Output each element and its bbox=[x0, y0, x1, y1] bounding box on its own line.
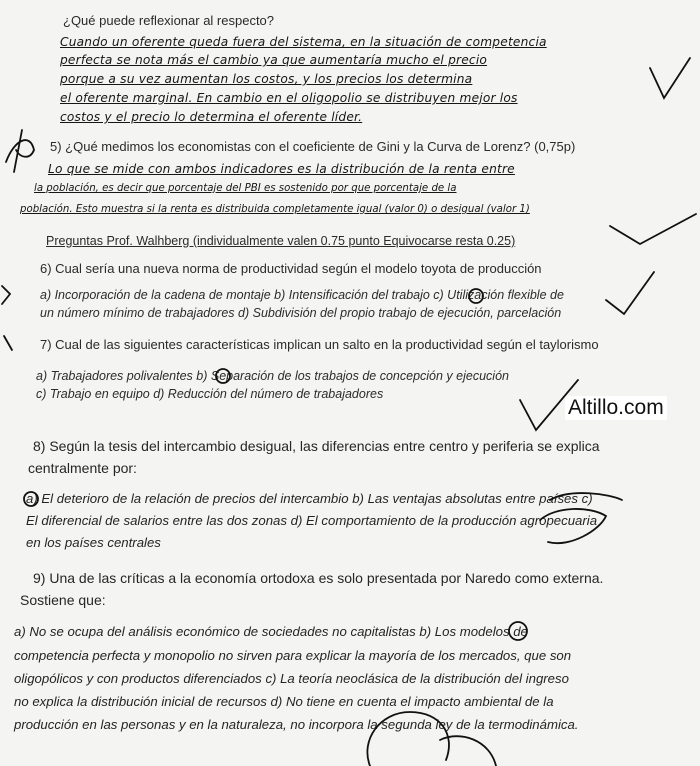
margin-scribble bbox=[6, 130, 34, 172]
q4-answer-line: porque a su vez aumentan los costos, y los precios los determina bbox=[60, 72, 473, 86]
q5-answer-line: la población, es decir que porcentaje del PBI es sostenido por que porcentaje de la bbox=[34, 183, 457, 194]
q8-option-line: a) El deterioro de la relación de precios del intercambio b) Las ventajas absolutas entre países c) bbox=[26, 491, 593, 506]
q8-option-line: en los países centrales bbox=[26, 535, 161, 550]
checkmark-icon bbox=[610, 214, 696, 244]
q5-prompt: 5) ¿Qué medimos los economistas con el coeficiente de Gini y la Curva de Lorenz? (0,75p) bbox=[50, 139, 576, 154]
margin-scribble bbox=[2, 286, 10, 304]
checkmark-icon bbox=[650, 58, 690, 98]
q9-prompt-line: 9) Una de las críticas a la economía ortodoxa es solo presentada por Naredo como externa. bbox=[33, 570, 604, 586]
q4-prompt: ¿Qué puede reflexionar al respecto? bbox=[63, 13, 275, 28]
watermark: Altillo.com bbox=[565, 396, 667, 420]
q5-answer-line: población. Esto muestra si la renta es distribuida completamente igual (valor 0) o desigual (valor 1) bbox=[20, 204, 530, 215]
q9-option-line: competencia perfecta y monopolio no sirven para explicar la mayoría de los mercados, que son bbox=[14, 648, 572, 663]
q5-answer-line: Lo que se mide con ambos indicadores es la distribución de la renta entre bbox=[48, 162, 515, 176]
q8-option-line: El diferencial de salarios entre las dos zonas d) El comportamiento de la producción agropecuaria bbox=[26, 513, 598, 528]
answer-circle-icon bbox=[509, 622, 527, 640]
q6-option-line: a) Incorporación de la cadena de montaje b) Intensificación del trabajo c) Utilización flexible de bbox=[40, 288, 564, 302]
q4-answer-line: el oferente marginal. En cambio en el oligopolio se distribuyen mejor los bbox=[60, 91, 518, 105]
q6-prompt: 6) Cual sería una nueva norma de productividad según el modelo toyota de producción bbox=[40, 261, 542, 276]
answer-circle-icon bbox=[216, 369, 230, 383]
q4-answer-line: Cuando un oferente queda fuera del sistema, en la situación de competencia bbox=[60, 35, 547, 49]
q9-option-line: oligopólicos y con productos diferenciados c) La teoría neoclásica de la distribución del ingreso bbox=[14, 671, 569, 686]
q4-answer-line: costos y el precio lo determina el oferente líder. bbox=[60, 110, 363, 124]
q6-option-line: un número mínimo de trabajadores d) Subdivisión del propio trabajo de ejecución, parcelación bbox=[40, 306, 562, 320]
q8-prompt-line: 8) Según la tesis del intercambio desigual, las diferencias entre centro y periferia se explica bbox=[33, 438, 600, 454]
q7-prompt: 7) Cual de las siguientes características implican un salto en la productividad según el taylorismo bbox=[40, 337, 599, 352]
checkmark-icon bbox=[520, 380, 578, 430]
margin-scribble bbox=[540, 509, 606, 543]
q8-prompt-line: centralmente por: bbox=[28, 460, 137, 476]
margin-scribble bbox=[550, 493, 622, 500]
answer-circle-icon bbox=[469, 289, 483, 303]
q9-option-line: no explica la distribución inicial de recursos d) No tiene en cuenta el impacto ambiental de la bbox=[14, 694, 554, 709]
q9-prompt-line: Sostiene que: bbox=[20, 592, 106, 608]
margin-scribble bbox=[4, 336, 12, 350]
answer-circle-icon bbox=[24, 492, 38, 506]
q7-option-line: c) Trabajo en equipo d) Reducción del número de trabajadores bbox=[36, 387, 384, 401]
margin-scribble bbox=[367, 712, 449, 766]
checkmark-icon bbox=[606, 272, 654, 314]
q4-answer-line: perfecta se nota más el cambio ya que aumentaría mucho el precio bbox=[60, 53, 488, 67]
q9-option-line: a) No se ocupa del análisis económico de sociedades no capitalistas b) Los modelos de bbox=[14, 624, 528, 639]
section-header: Preguntas Prof. Walhberg (individualmente valen 0.75 punto Equivocarse resta 0.25) bbox=[46, 234, 516, 248]
q7-option-line: a) Trabajadores polivalentes b) Separación de los trabajos de concepción y ejecución bbox=[36, 369, 509, 383]
q9-option-line: producción en las personas y en la naturaleza, no incorpora la segunda ley de la termodinámica. bbox=[14, 717, 579, 732]
